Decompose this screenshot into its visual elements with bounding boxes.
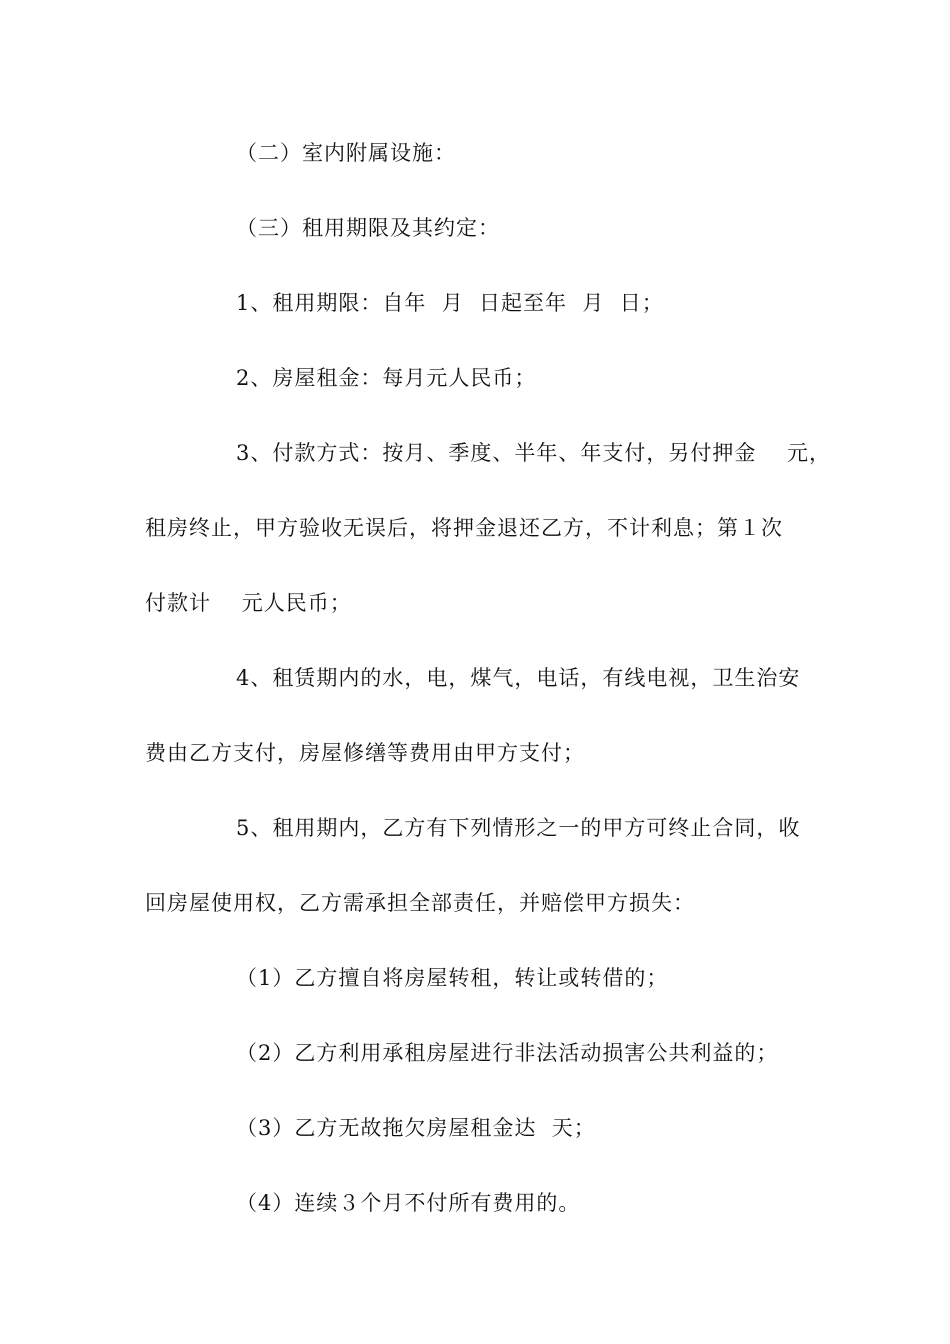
termination-item-2: （2）乙方利用承租房屋进行非法活动损害公共利益的； [236,1041,779,1065]
clause-2-rent: 2、房屋租金：每月元人民币； [236,366,537,390]
termination-item-4: （4）连续３个月不付所有费用的。 [236,1191,581,1215]
section-heading-lease-term: （三）租用期限及其约定： [236,216,500,240]
section-heading-facilities: （二）室内附属设施： [236,141,456,165]
clause-1-lease-period: 1、租用期限：自年 月 日起至年 月 日； [236,291,664,315]
clause-5-termination-line-2: 回房屋使用权，乙方需承担全部责任，并赔偿甲方损失： [145,891,695,915]
termination-item-3: （3）乙方无故拖欠房屋租金达 天； [236,1116,596,1140]
termination-item-1: （1）乙方擅自将房屋转租，转让或转借的； [236,966,669,990]
clause-4-utilities-line-2: 费由乙方支付，房屋修缮等费用由甲方支付； [145,741,585,765]
clause-3-payment-line-3: 付款计 元人民币； [145,591,352,615]
clause-3-payment-line-2: 租房终止，甲方验收无误后，将押金退还乙方，不计利息；第１次 [145,516,783,540]
clause-3-payment-line-1: 3、付款方式：按月、季度、半年、年支付，另付押金 元， [236,441,832,465]
clause-5-termination-line-1: 5、租用期内，乙方有下列情形之一的甲方可终止合同，收 [236,816,801,840]
clause-4-utilities-line-1: 4、租赁期内的水，电，煤气，电话，有线电视，卫生治安 [236,666,801,690]
